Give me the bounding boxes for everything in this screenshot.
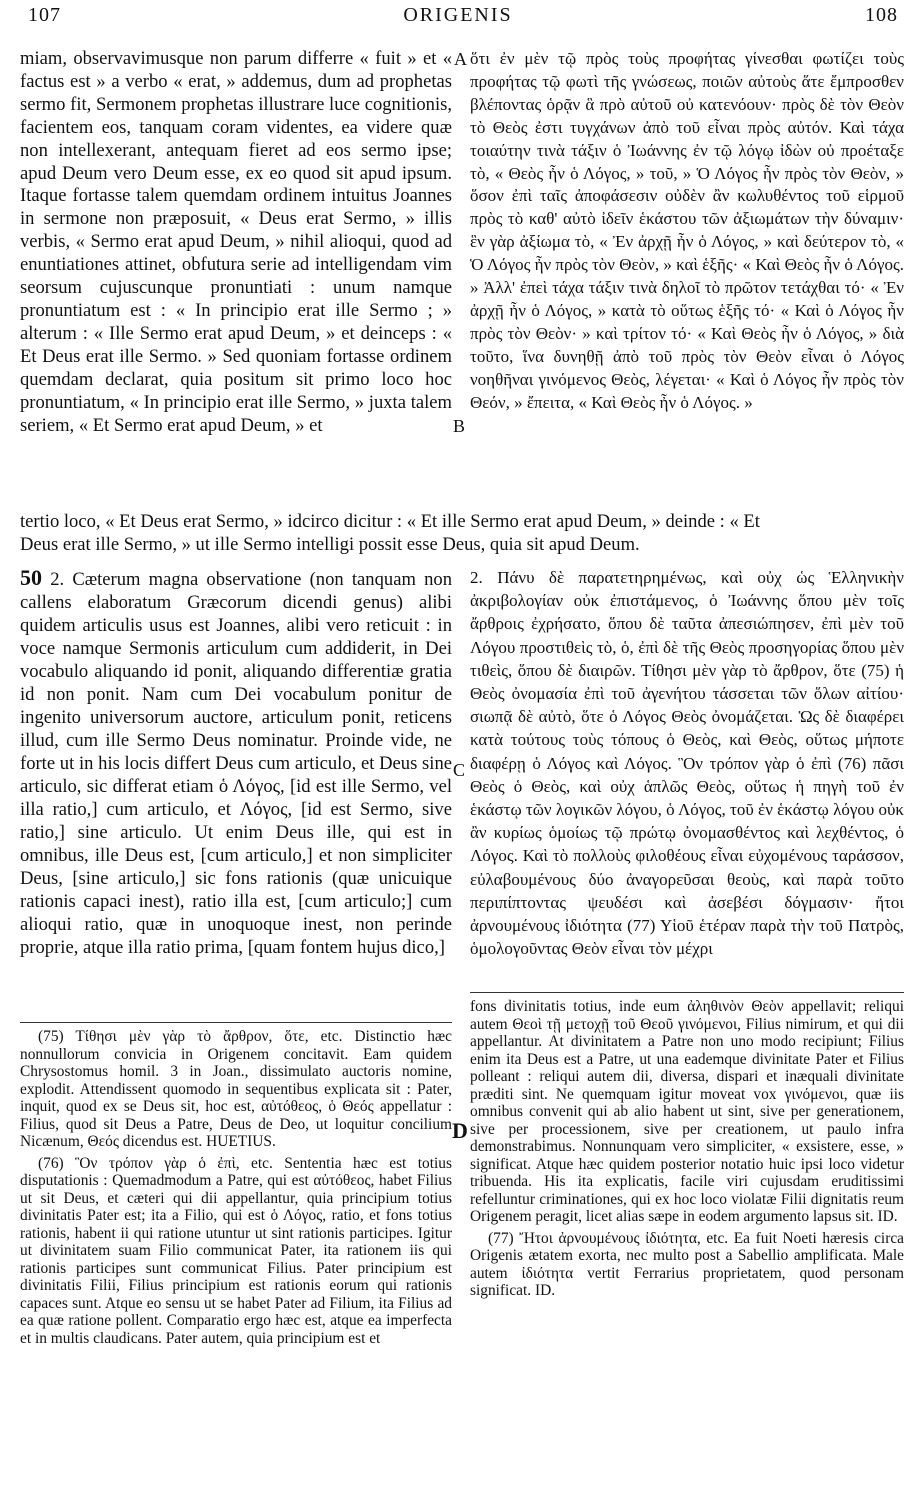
spanning-text (20, 511, 904, 557)
footnote-77: (77) Ἤτοι ἀρνουμένους ἰδιότητα, etc. Ea fuit Noeti hæresis circa Origenis ætatem exorta, nec multo post a Sabellio amplificata. Male autem ἰδιότητα vertit Ferrarius proprietatem, quod personam significat. ID. (470, 1229, 904, 1299)
page-header (0, 0, 916, 34)
margin-letter-b: B (453, 416, 466, 436)
margin-letter-c: C (453, 760, 466, 780)
footnote-divider-right (470, 992, 904, 993)
greek-column-top (470, 48, 904, 415)
footnote-divider-left (20, 1022, 452, 1023)
margin-letter-a: A (454, 49, 467, 69)
footnote-75: (75) Τίθησι μὲν γὰρ τὸ ἄρθρον, ὅτε, etc. Distinctio hæc nonnullorum convicia in Origenem concitavit. Eam quidem Chrysostomus homil. 3 in Joan., dissimulato auctoris nomine, explodit. Attendissent quomodo in sequentibus explicata sit : Pater, inquit, quod ex se Deus sit, hoc est, αὐτόθεος, ὁ Θεός appellatur : Filius, quod sit Deus a Patre, Deus de Deo, ut loquitur concilium Nicænum, Θεός dicendus est. HUETIUS. (20, 1028, 452, 1150)
footnote-76: (76) Ὃν τρόπον γὰρ ὁ ἐπὶ, etc. Sententia hæc est totius disputationis : Quemadmodum a Patre, qui est αὐτόθεος, habet Filius ut sit Deus, et cæteri qui dii appellantur, quia principium totius divinitatis Pater est; ita a Filio, qui est ὁ Λόγος, ratio, et fons totius rationis, habent ii qui ratione utuntur ut sint rationis participes. Igitur ut divinitatem suam Filio communicat Pater, ita rationem iis qui rationis participes sunt communicat Filius. Pater principium est divinitatis Filii, Filius principium est rationis eorum qui rationis capaces sunt. Atque eo sensu ut se habet Pater ad Filium, ita Filius ad ea quæ ratione pollent. Comparatio ergo hæc est, atque ea imperfecta et in multis claudicans. Pater autem, quia principium est et (20, 1154, 452, 1347)
footnote-76-continued: fons divinitatis totius, inde eum ἀληθινὸν Θεὸν appellavit; reliqui autem Θεοὶ τῇ μετοχῇ τοῦ Θεοῦ γινόμενοι, Filius nimirum, et qui dii appellantur. At divinitatem a Patre non uno modo recipiunt; Filius enim ita Deus est a Patre, ut una eademque divinitate Pater et Filius polleant : reliqui autem dii, diversa, dispari et inæquali divinitate præditi sint. Ne quemquam igitur moveat vox γινόμενοι, quæ iis omnibus convenit qui ab alio habent ut sint, sive per generationem, sive per processionem, sive per creationem, ut paulo infra demonstrabimus. Nonnunquam vero simpliciter, « exsistere, esse, » significat. Atque hæc quidem posterior notatio huic ipsi loco videtur tribuenda. His ita explicatis, facile viri cujusdam eruditissimi refelluntur criminationes, qui ex hoc loco violatæ Filii dignitatis reum Origenem peragit, licet alias sæpe in eodem argumento lapsus sit. ID. (470, 998, 904, 1225)
running-title: ORIGENIS (403, 4, 513, 26)
margin-letter-d: D (452, 1118, 468, 1143)
page-number-left: 107 (28, 4, 61, 26)
latin-column-section-2 (20, 566, 452, 959)
spanning-line-2: Deus erat ille Sermo, » ut ille Sermo intelligi possit esse Deus, quia sit apud Deum. (20, 533, 640, 555)
latin-column-top (20, 48, 452, 437)
section-marker-number: 50 (20, 565, 42, 590)
greek-paragraph-2: 2. Πάνυ δὲ παρατετηρημένως, καὶ οὐχ ὡς Ἑλληνικὴν ἀκριβολογίαν οὐκ ἐπιστάμενος, ὁ Ἰωάννης ὅπου μὲν τοῖς ἄρθροις ἐχρήσατο, ὅπου δὲ ταῦτα ἀπεσιώπησεν, ἐπὶ μὲν τοῦ Λόγου προστιθεὶς τὸ, ὁ, ἐπὶ δὲ τῆς Θεὸς προσηγορίας ὅπου μὲν τιθεὶς, ὅπου δὲ διαιρῶν. Τίθησι μὲν γὰρ τὸ ἄρθρον, ὅτε (75) ἡ Θεὸς ὀνομασία ἐπὶ τοῦ ἀγενήτου τάσσεται τῶν ὅλων αἰτίου· σιωπᾷ δὲ αὐτὸ, ὅτε ὁ Λόγος Θεὸς ὀνομάζεται. Ὡς δὲ διαφέρει κατὰ τούτους τοὺς τόπους ὁ Θεὸς, καὶ Θεὸς, οὕτως μήποτε διαφέρῃ ὁ Λόγος καὶ Λόγος. Ὃν τρόπον γὰρ ὁ ἐπὶ (76) πᾶσι Θεὸς ὁ Θεὸς, καὶ οὐχ ἁπλῶς Θεὸς, οὕτως ἡ πηγὴ τοῦ ἐν ἑκάστῳ τῶν λογικῶν λόγου, ὁ Λόγος, τοῦ ἐν ἑκάστῳ λόγου οὐκ ἂν κυρίως ὁμοίως τῷ πρώτῳ ὀνομασθέντος καὶ λεχθέντος, ὁ Λόγος. Καὶ τὸ πολλοὺς φιλοθέους εἶναι εὐχομένους ταράσσον, εὐλαβουμένους δύο ἀναγορεῦσαι θεοὺς, καὶ παρὰ τοῦτο περιπίπτοντας ψευδέσι καὶ ἀσεβέσι δόγμασιν· ἤτοι ἀρνουμένους ἰδιότητα (77) Υἱοῦ ἑτέραν παρὰ τὴν τοῦ Πατρὸς, ὁμολογοῦντας Θεὸν εἶναι τὸν μέχρι (470, 568, 904, 959)
greek-paragraph-1: ὅτι ἐν μὲν τῷ πρὸς τοὺς προφήτας γίνεσθαι φωτίζει τοὺς προφήτας τῷ φωτὶ τῆς γνώσεως, ποιῶν αὐτοὺς ἅτε ἔμπροσθεν βλέποντας ὁρᾷν ἃ πρὸ αὐτοῦ οὐ κατενόουν· πρὸς δὲ τὸν Θεὸν τὸ Θεὸς ἐστι τυγχάνων ἀπὸ τοῦ εἶναι πρὸς αὐτόν. Καὶ τάχα τοιαύτην τινὰ τάξιν ὁ Ἰωάννης ἐν τῷ λόγῳ ἰδὼν οὐ προέταξε τὸ, « Θεὸς ἦν ὁ Λόγος, » τοῦ, » Ὁ Λόγος ἦν πρὸς τὸν Θεὸν, » ὅσον ἐπὶ ταῖς ἀποφάσεσιν οὐδὲν ἂν κωλυθέντος τοῦ εἱρμοῦ πρὸς τὸ καθ' αὐτὸ ἰδεῖν ἑκάστου τῶν ἀξιωμάτων τὴν δύναμιν· ἓν γὰρ ἀξίωμα τὸ, « Ἐν ἀρχῇ ἦν ὁ Λόγος, » καὶ δεύτερον τὸ, « Ὁ Λόγος ἦν πρὸς τὸν Θεὸν, » καὶ ἑξῆς· « Καὶ Θεὸς ἦν ὁ Λόγος. » Ἀλλ' ἐπεὶ τάχα τάξιν τινὰ δηλοῖ τὸ πρῶτον τετάχθαι τό· « Ἐν ἀρχῇ ἦν ὁ Λόγος, » κατὰ τὸ οὕτως ἑξῆς τό· « Καὶ ὁ Λόγος ἦν πρὸς τὸν Θεὸν· » καὶ τρίτον τό· « Καὶ Θεὸς ἦν ὁ Λόγος, » διὰ τοῦτο, ἵνα δυνηθῇ ἀπὸ τοῦ πρὸς τὸν Θεὸν εἶναι ὁ Λόγος νοηθῆναι γινόμενος Θεὸς, λέγεται· « Καὶ ὁ Λόγος ἦν πρὸς τὸν Θεόν, » ἔπειτα, « Καὶ Θεὸς ἦν ὁ Λόγος. » (470, 49, 904, 412)
latin-paragraph-1: miam, observavimusque non parum differre « fuit » et « factus est » a verbo « erat, » addemus, dum ad prophetas sermo fit, Sermonem prophetas illustrare luce cognitionis, facientem eos, tanquam coram videntes, ea videre quæ non intellexerant, antequam fieret ad eos sermo ipse; apud Deum vero Deum esse, ex eo quod sit apud ipsum. Itaque fortasse talem quemdam ordinem intuitus Joannes in sermone non præposuit, « Deus erat Sermo, » illis verbis, « Sermo erat apud Deum, » nihil alioqui, quod ad enuntiationes attinet, obfutura serie ad intelligendam vim seorsum cujuscunque pronuntiati : unum namque pronuntiatum est : « In principio erat ille Sermo ; » alterum : « Ille Sermo erat apud Deum, » et deinceps : « Et Deus erat ille Sermo. » Sed quoniam fortasse ordinem quemdam declarat, quia positum sit primo loco hoc pronuntiatum, « In principio erat ille Sermo, » juxta talem seriem, « Et Sermo erat apud Deum, » et (20, 48, 452, 436)
page-number-right: 108 (865, 4, 898, 26)
footnotes-right (470, 998, 904, 1304)
latin-paragraph-2 (20, 566, 452, 959)
spanning-line-1: tertio loco, « Et Deus erat Sermo, » idcirco dicitur : « Et ille Sermo erat apud Deum, » deinde : « Et (20, 511, 760, 532)
greek-column-section-2 (470, 566, 904, 960)
latin-paragraph-2-text: 2. Cæterum magna observatione (non tanquam non callens elaboratum Græcorum dicendi genus) alibi quidem articulis usus est Joannes, alibi vero reticuit : in voce namque Sermonis articulum cum addiderit, in Dei vocabulo aliquando id ponit, aliquando differentiæ gratia id non ponit. Nam cum Dei vocabulum ponitur de ingenito universorum auctore, articulum ponit, reticens illud, cum ille Sermo Deus nominatur. Proinde vide, ne forte ut in his locis differt Deus cum articulo, et Deus sine articulo, sic differat etiam ὁ Λόγος, [id est ille Sermo, vel illa ratio,] cum articulo, et Λόγος, [id est Sermo, sive ratio,] sine articulo. Ut enim Deus ille, qui est in omnibus, ille Deus est, [cum articulo,] et non simpliciter Deus, [sine articulo,] sic fons rationis (quæ unicuique rationis capaci inest), ratio illa est, [cum articulo;] cum alioqui ratio, quæ in unoquoque inest, non perinde proprie, atque illa ratio prima, [quam fontem hujus dico,] (20, 569, 452, 958)
footnotes-left (20, 1028, 452, 1351)
